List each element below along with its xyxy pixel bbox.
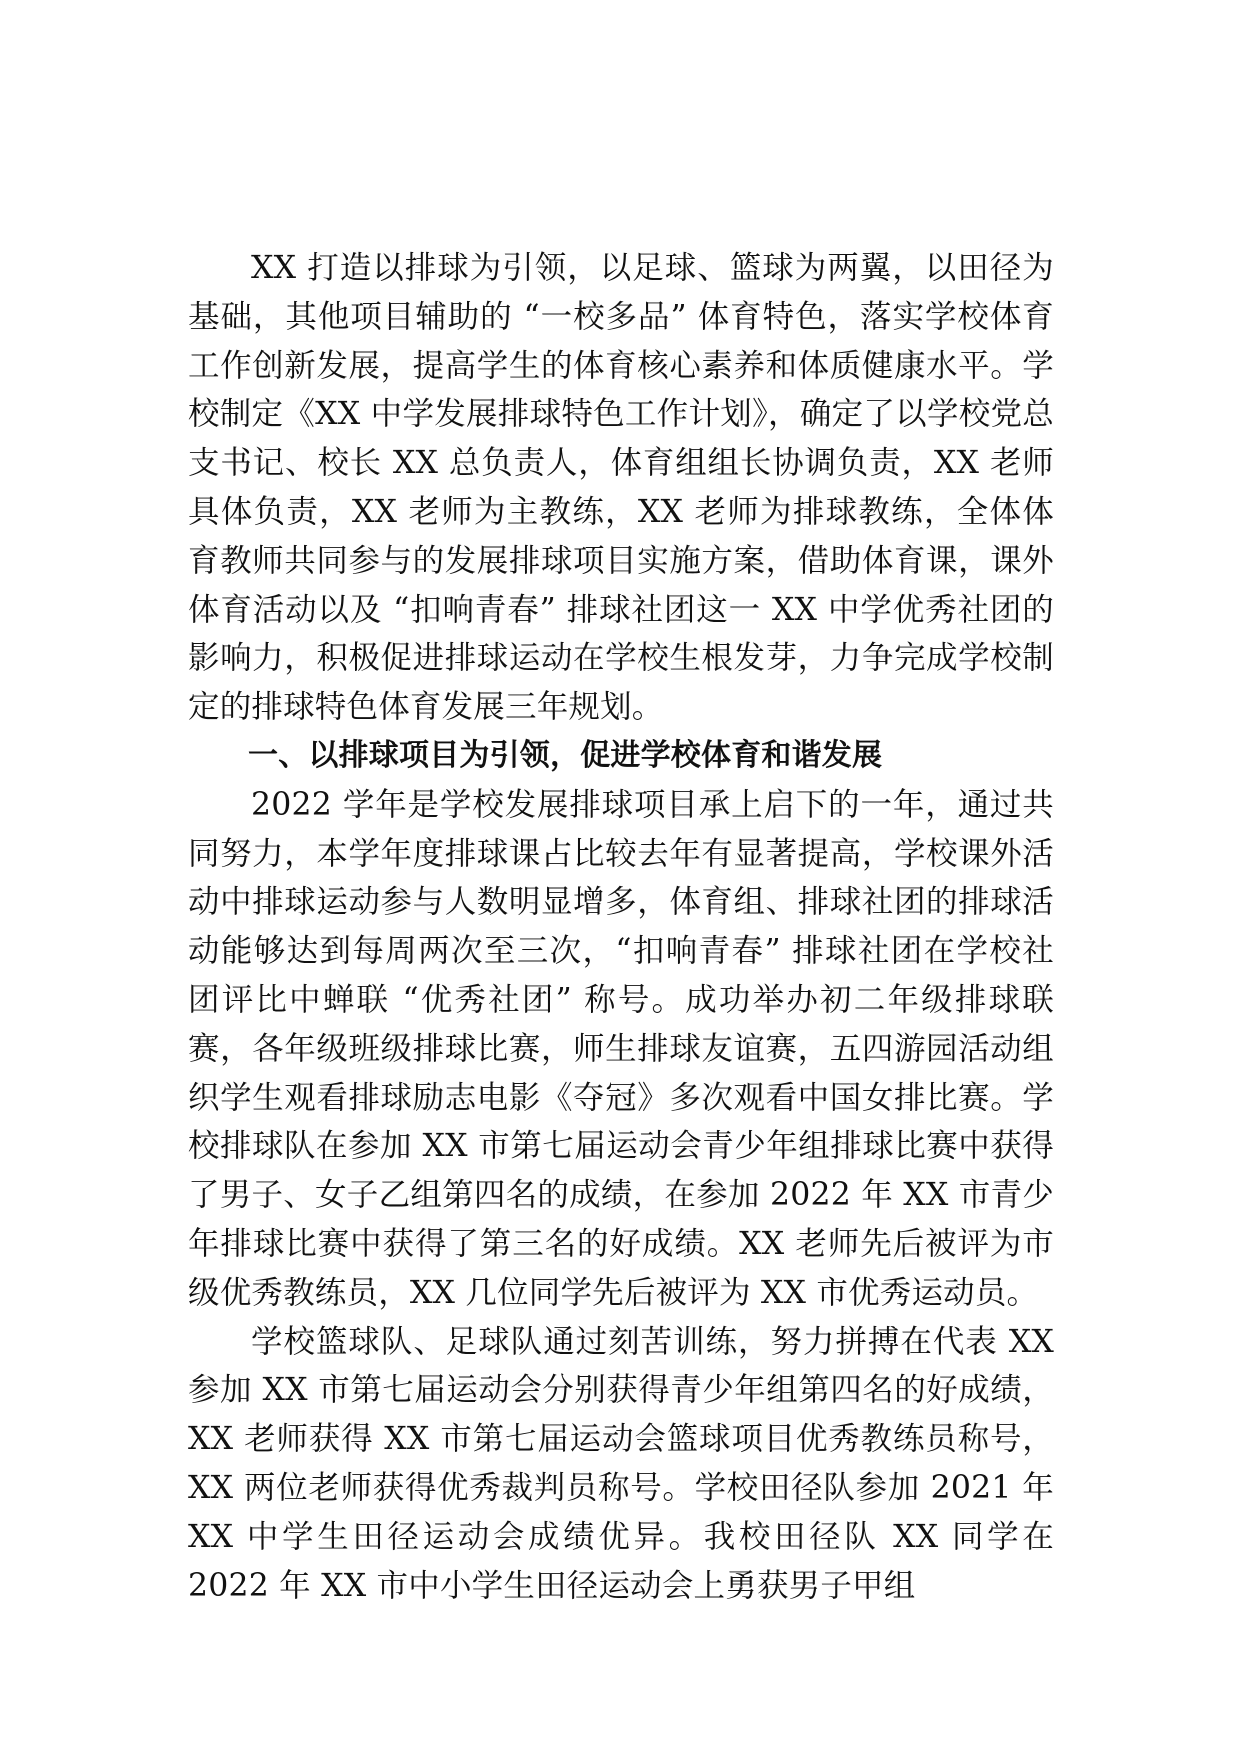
document-body (188, 244, 1054, 1610)
paragraph-volleyball-achievements: 2022 学年是学校发展排球项目承上启下的一年，通过共同努力，本学年度排球课占比较去年有显著提高，学校课外活动中排球运动参与人数明显增多，体育组、排球社团的排球活动能够达到每周两次至三次，“扣响青春” 排球社团在学校社团评比中蝉联 “优秀社团” 称号。成功举办初二年级排球联赛，各年级班级排球比赛，师生排球友谊赛，五四游园活动组织学生观看排球励志电影《夺冠》多次观看中国女排比赛。学校排球队在参加 XX 市第七届运动会青少年组排球比赛中获得了男子、女子乙组第四名的成绩，在参加 2022 年 XX 市青少年排球比赛中获得了第三名的好成绩。XX 老师先后被评为市级优秀教练员，XX 几位同学先后被评为 XX 市优秀运动员。 (188, 786, 1054, 1311)
section-heading-1: 一、以排球项目为引领，促进学校体育和谐发展 (248, 737, 883, 773)
paragraph-intro: XX 打造以排球为引领，以足球、篮球为两翼，以田径为基础，其他项目辅助的 “一校多品” 体育特色，落实学校体育工作创新发展，提高学生的体育核心素养和体质健康水平。学校制定《XX 中学发展排球特色工作计划》，确定了以学校党总支书记、校长 XX 总负责人，体育组组长协调负责，XX 老师具体负责，XX 老师为主教练，XX 老师为排球教练，全体体育教师共同参与的发展排球项目实施方案，借助体育课，课外体育活动以及 “扣响青春” 排球社团这一 XX 中学优秀社团的影响力，积极促进排球运动在学校生根发芽，力争完成学校制定的排球特色体育发展三年规划。 (188, 250, 1054, 726)
paragraph-other-teams: 学校篮球队、足球队通过刻苦训练，努力拼搏在代表 XX 参加 XX 市第七届运动会分别获得青少年组第四名的好成绩，XX 老师获得 XX 市第七届运动会篮球项目优秀教练员称号，XX 两位老师获得优秀裁判员称号。学校田径队参加 2021 年 XX 中学生田径运动会成绩优异。我校田径队 XX 同学在 2022 年 XX 市中小学生田径运动会上勇获男子甲组 (188, 1323, 1054, 1604)
